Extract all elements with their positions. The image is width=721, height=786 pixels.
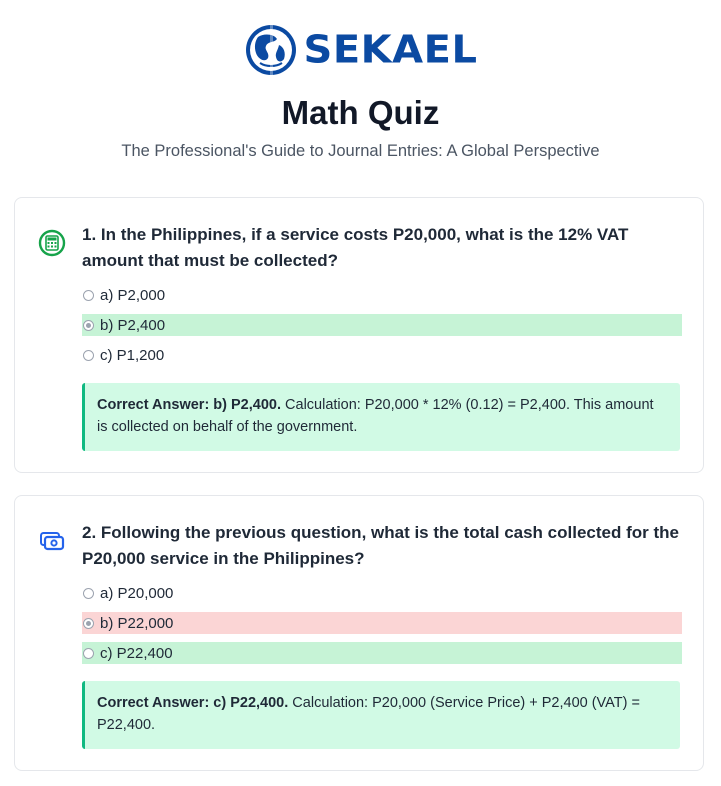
globe-logo-icon — [244, 23, 298, 77]
option-b[interactable] — [82, 612, 682, 634]
option-label: b) P22,000 — [100, 614, 174, 632]
question-card-2 — [14, 495, 704, 771]
answer-explanation — [82, 383, 680, 451]
calculator-icon — [38, 229, 66, 257]
option-label: c) P22,400 — [100, 644, 173, 662]
answer-explanation — [82, 681, 680, 749]
radio-button[interactable] — [83, 648, 94, 659]
page-title: Math Quiz — [281, 94, 440, 131]
radio-button[interactable] — [83, 350, 94, 361]
options-list — [82, 284, 682, 374]
option-label: a) P2,000 — [100, 286, 166, 304]
option-a[interactable] — [82, 284, 682, 306]
question-text: 1. In the Philippines, if a service costs P20,000, what is the 12% VAT amount that must be collected? — [82, 225, 629, 270]
cash-icon — [38, 527, 66, 555]
option-label: a) P20,000 — [100, 584, 174, 602]
radio-button[interactable] — [83, 290, 94, 301]
radio-button[interactable] — [83, 588, 94, 599]
radio-button[interactable] — [83, 320, 94, 331]
option-label: b) P2,400 — [100, 316, 166, 334]
option-b[interactable] — [82, 314, 682, 336]
radio-button[interactable] — [83, 618, 94, 629]
option-a[interactable] — [82, 582, 682, 604]
explanation-text: Calculation: P20,000 * 12% (0.12) = P2,400. This amount is collected on behalf of the government. — [97, 397, 654, 435]
page-subtitle: The Professional's Guide to Journal Entries: A Global Perspective — [121, 142, 600, 160]
page-header — [0, 0, 721, 161]
correct-answer-label: Correct Answer: c) P22,400. — [97, 695, 289, 711]
option-label: c) P1,200 — [100, 346, 165, 364]
brand-logo — [244, 22, 478, 78]
brand-name: SEKAEL — [303, 28, 478, 72]
question-card-1 — [14, 197, 704, 473]
question-text: 2. Following the previous question, what is the total cash collected for the P20,000 service in the Philippines? — [82, 523, 679, 568]
option-c[interactable] — [82, 344, 682, 366]
option-c[interactable] — [82, 642, 682, 664]
correct-answer-label: Correct Answer: b) P2,400. — [97, 397, 281, 413]
explanation-text: Calculation: P20,000 (Service Price) + P2,400 (VAT) = P22,400. — [97, 695, 640, 733]
options-list — [82, 582, 682, 672]
